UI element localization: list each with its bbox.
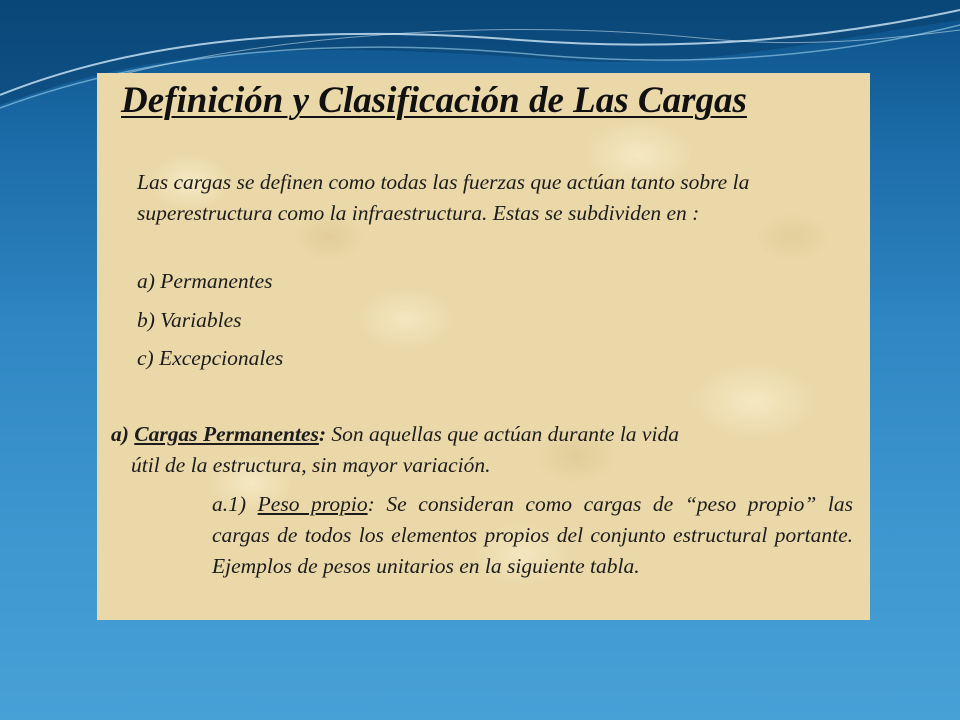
list-item-permanentes: a) Permanentes xyxy=(137,269,273,293)
section-a1-term: Peso propio xyxy=(257,492,368,516)
section-a1-text: : Se consideran como cargas de “peso propio” las cargas de todos los elementos propios del conjunto estructural portante. Ejemplos de pesos unitarios en la siguiente tabla. xyxy=(212,492,854,578)
slide-title: Definición y Clasificación de Las Cargas xyxy=(121,80,747,121)
section-a-line1: Son aquellas que actúan durante la vida xyxy=(331,422,679,446)
section-a1-prefix: a.1) xyxy=(212,492,247,516)
section-a-term: Cargas Permanentes xyxy=(134,422,319,446)
section-peso-propio xyxy=(212,489,853,582)
section-a-colon: : xyxy=(318,422,327,446)
list-item-variables: b) Variables xyxy=(137,308,242,332)
list-item-excepcionales: c) Excepcionales xyxy=(137,346,284,370)
section-cargas-permanentes xyxy=(111,419,853,481)
section-a-prefix: a) xyxy=(111,422,129,446)
content-panel xyxy=(97,73,870,620)
section-a-line2: útil de la estructura, sin mayor variación. xyxy=(131,453,491,477)
intro-paragraph: Las cargas se definen como todas las fuerzas que actúan tanto sobre la superestructura como la infraestructura. Estas se subdividen en : xyxy=(137,170,750,225)
